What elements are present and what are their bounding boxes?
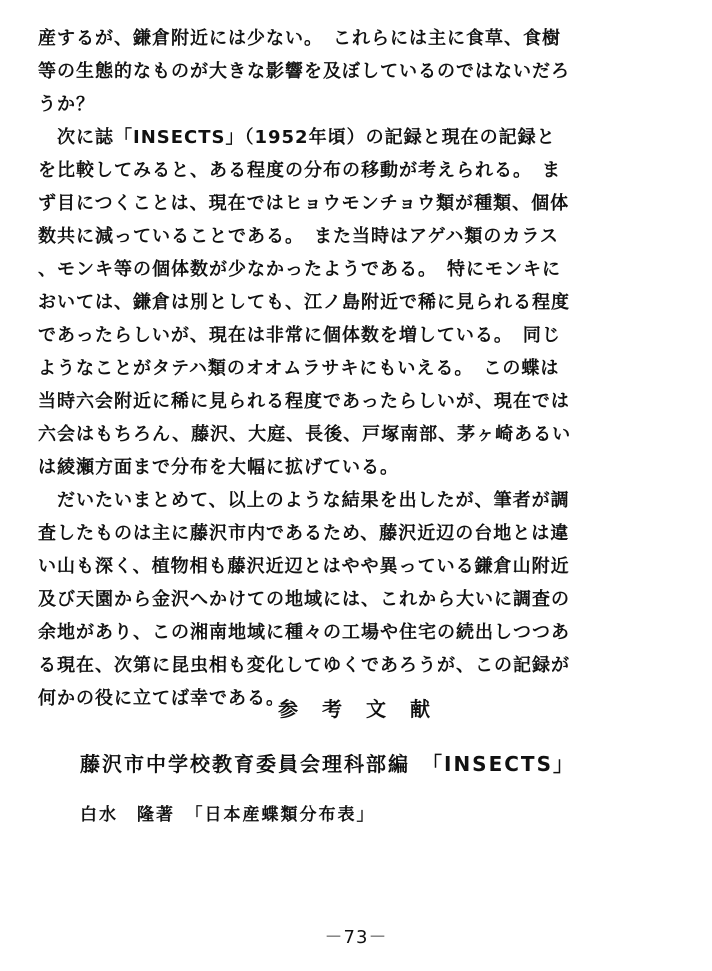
text-line: 当時六会附近に稀に見られる程度であったらしいが、現在では <box>38 391 570 412</box>
reference-item-butterfly-distribution: 白水 隆著 「日本産蝶類分布表」 <box>80 805 376 825</box>
text-line: ようなことがタテハ類のオオムラサキにもいえる。 この蝶は <box>38 358 560 379</box>
reference-item-insects: 藤沢市中学校教育委員会理科部編 「INSECTS」 <box>80 752 575 776</box>
text-line: は綾瀬方面まで分布を大幅に拡げている。 <box>38 457 399 478</box>
text-line: うか？ <box>38 94 95 115</box>
text-line: 余地があり、この湘南地域に種々の工場や住宅の続出しつつあ <box>38 622 570 643</box>
text-line: 及び天園から金沢へかけての地域には、これから大いに調査の <box>38 589 570 610</box>
references-heading: 参考文献 <box>278 697 454 721</box>
text-line: い山も深く、植物相も藤沢近辺とはやや異っている鎌倉山附近 <box>38 556 570 577</box>
text-line: 、モンキ等の個体数が少なかったようである。 特にモンキに <box>38 259 561 280</box>
text-line: る現在、次第に昆虫相も変化してゆくであろうが、この記録が <box>38 655 570 676</box>
text-line: 査したものは主に藤沢市内であるため、藤沢近辺の台地とは違 <box>38 523 570 544</box>
text-line: 何かの役に立てば幸である。 <box>38 688 285 709</box>
text-line: 次に誌「INSECTS」（1952年頃）の記録と現在の記録と <box>38 127 556 148</box>
text-line: 等の生態的なものが大きな影響を及ぼしているのではないだろ <box>38 61 570 82</box>
text-line: だいたいまとめて、以上のような結果を出したが、筆者が調 <box>38 490 570 511</box>
text-line: 産するが、鎌倉附近には少ない。 これらには主に食草、食樹 <box>38 28 561 49</box>
text-line: 数共に減っていることである。 また当時はアゲハ類のカラス <box>38 226 559 247</box>
body-text <box>38 22 678 715</box>
page-number: －73－ <box>324 927 388 948</box>
text-line: 六会はもちろん、藤沢、大庭、長後、戸塚南部、茅ヶ崎あるい <box>38 424 572 445</box>
text-line: を比較してみると、ある程度の分布の移動が考えられる。 ま <box>38 160 561 181</box>
text-line: おいては、鎌倉は別としても、江ノ島附近で稀に見られる程度 <box>38 292 570 313</box>
text-line: ず目につくことは、現在ではヒョウモンチョウ類が種類、個体 <box>38 193 570 214</box>
text-line: であったらしいが、現在は非常に個体数を増している。 同じ <box>38 325 561 346</box>
